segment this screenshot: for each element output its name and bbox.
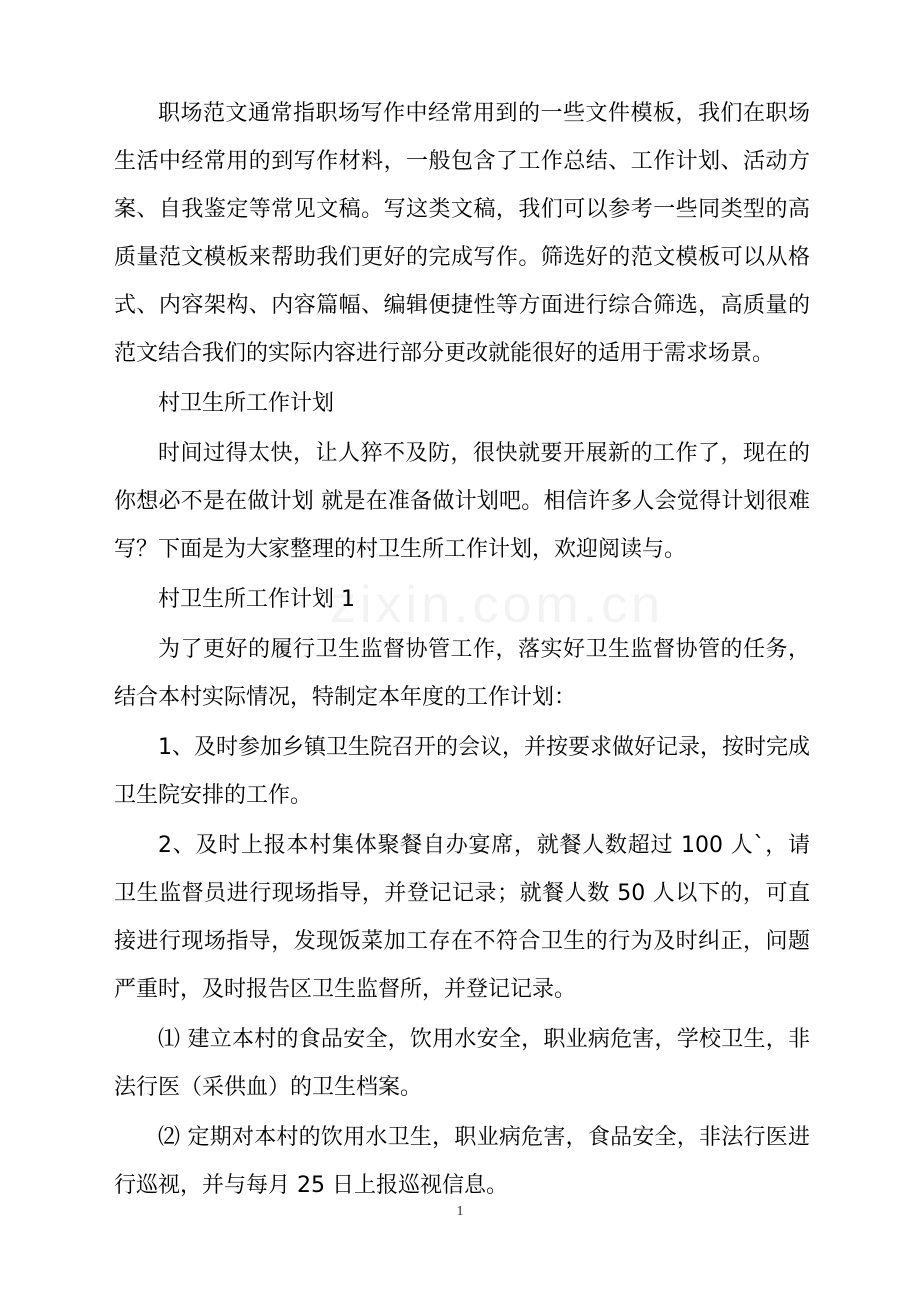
section-heading: 村卫生所工作计划 1 <box>158 587 355 612</box>
list-item-2: 2、及时上报本村集体聚餐自办宴席，就餐人数超过 100 人`，请卫生监督员进行现场指导，并登记记录；就餐人数 50 人以下的，可直接进行现场指导，发现饭菜加工存在不符合卫生的行为及时纠正，问题严重时，及时报告区卫生监督所，并登记记录。 <box>114 833 810 1002</box>
sub-item-2: ⑵ 定期对本村的饮用水卫生，职业病危害，食品安全，非法行医进行巡视，并与每月 25 日上报巡视信息。 <box>114 1125 810 1198</box>
page-number: 1 <box>456 1204 464 1219</box>
paragraph-lead: 时间过得太快，让人猝不及防，很快就要开展新的工作了，现在的你想必不是在做计划 就是在准备做计划吧。相信许多人会觉得计划很难写？下面是为大家整理的村卫生所工作计划，欢迎阅读与。 <box>114 441 810 562</box>
paragraph-intro: 职场范文通常指职场写作中经常用到的一些文件模板，我们在职场生活中经常用的到写作材料，一般包含了工作总结、工作计划、活动方案、自我鉴定等常见文稿。写这类文稿，我们可以参考一些同类型的高质量范文模板来帮助我们更好的完成写作。筛选好的范文模板可以从格式、内容架构、内容篇幅、编辑便捷性等方面进行综合筛选，高质量的范文结合我们的实际内容进行部分更改就能很好的适用于需求场景。 <box>114 101 810 366</box>
paragraph-purpose: 为了更好的履行卫生监督协管工作，落实好卫生监督协管的任务，结合本村实际情况，特制定本年度的工作计划： <box>114 637 810 710</box>
document-title: 村卫生所工作计划 <box>158 391 335 416</box>
sub-item-1: ⑴ 建立本村的食品安全，饮用水安全，职业病危害，学校卫生，非法行医（采供血）的卫生档案。 <box>114 1027 810 1100</box>
list-item-1: 1、及时参加乡镇卫生院召开的会议，并按要求做好记录，按时完成卫生院安排的工作。 <box>114 735 810 808</box>
document-body <box>114 90 810 1212</box>
